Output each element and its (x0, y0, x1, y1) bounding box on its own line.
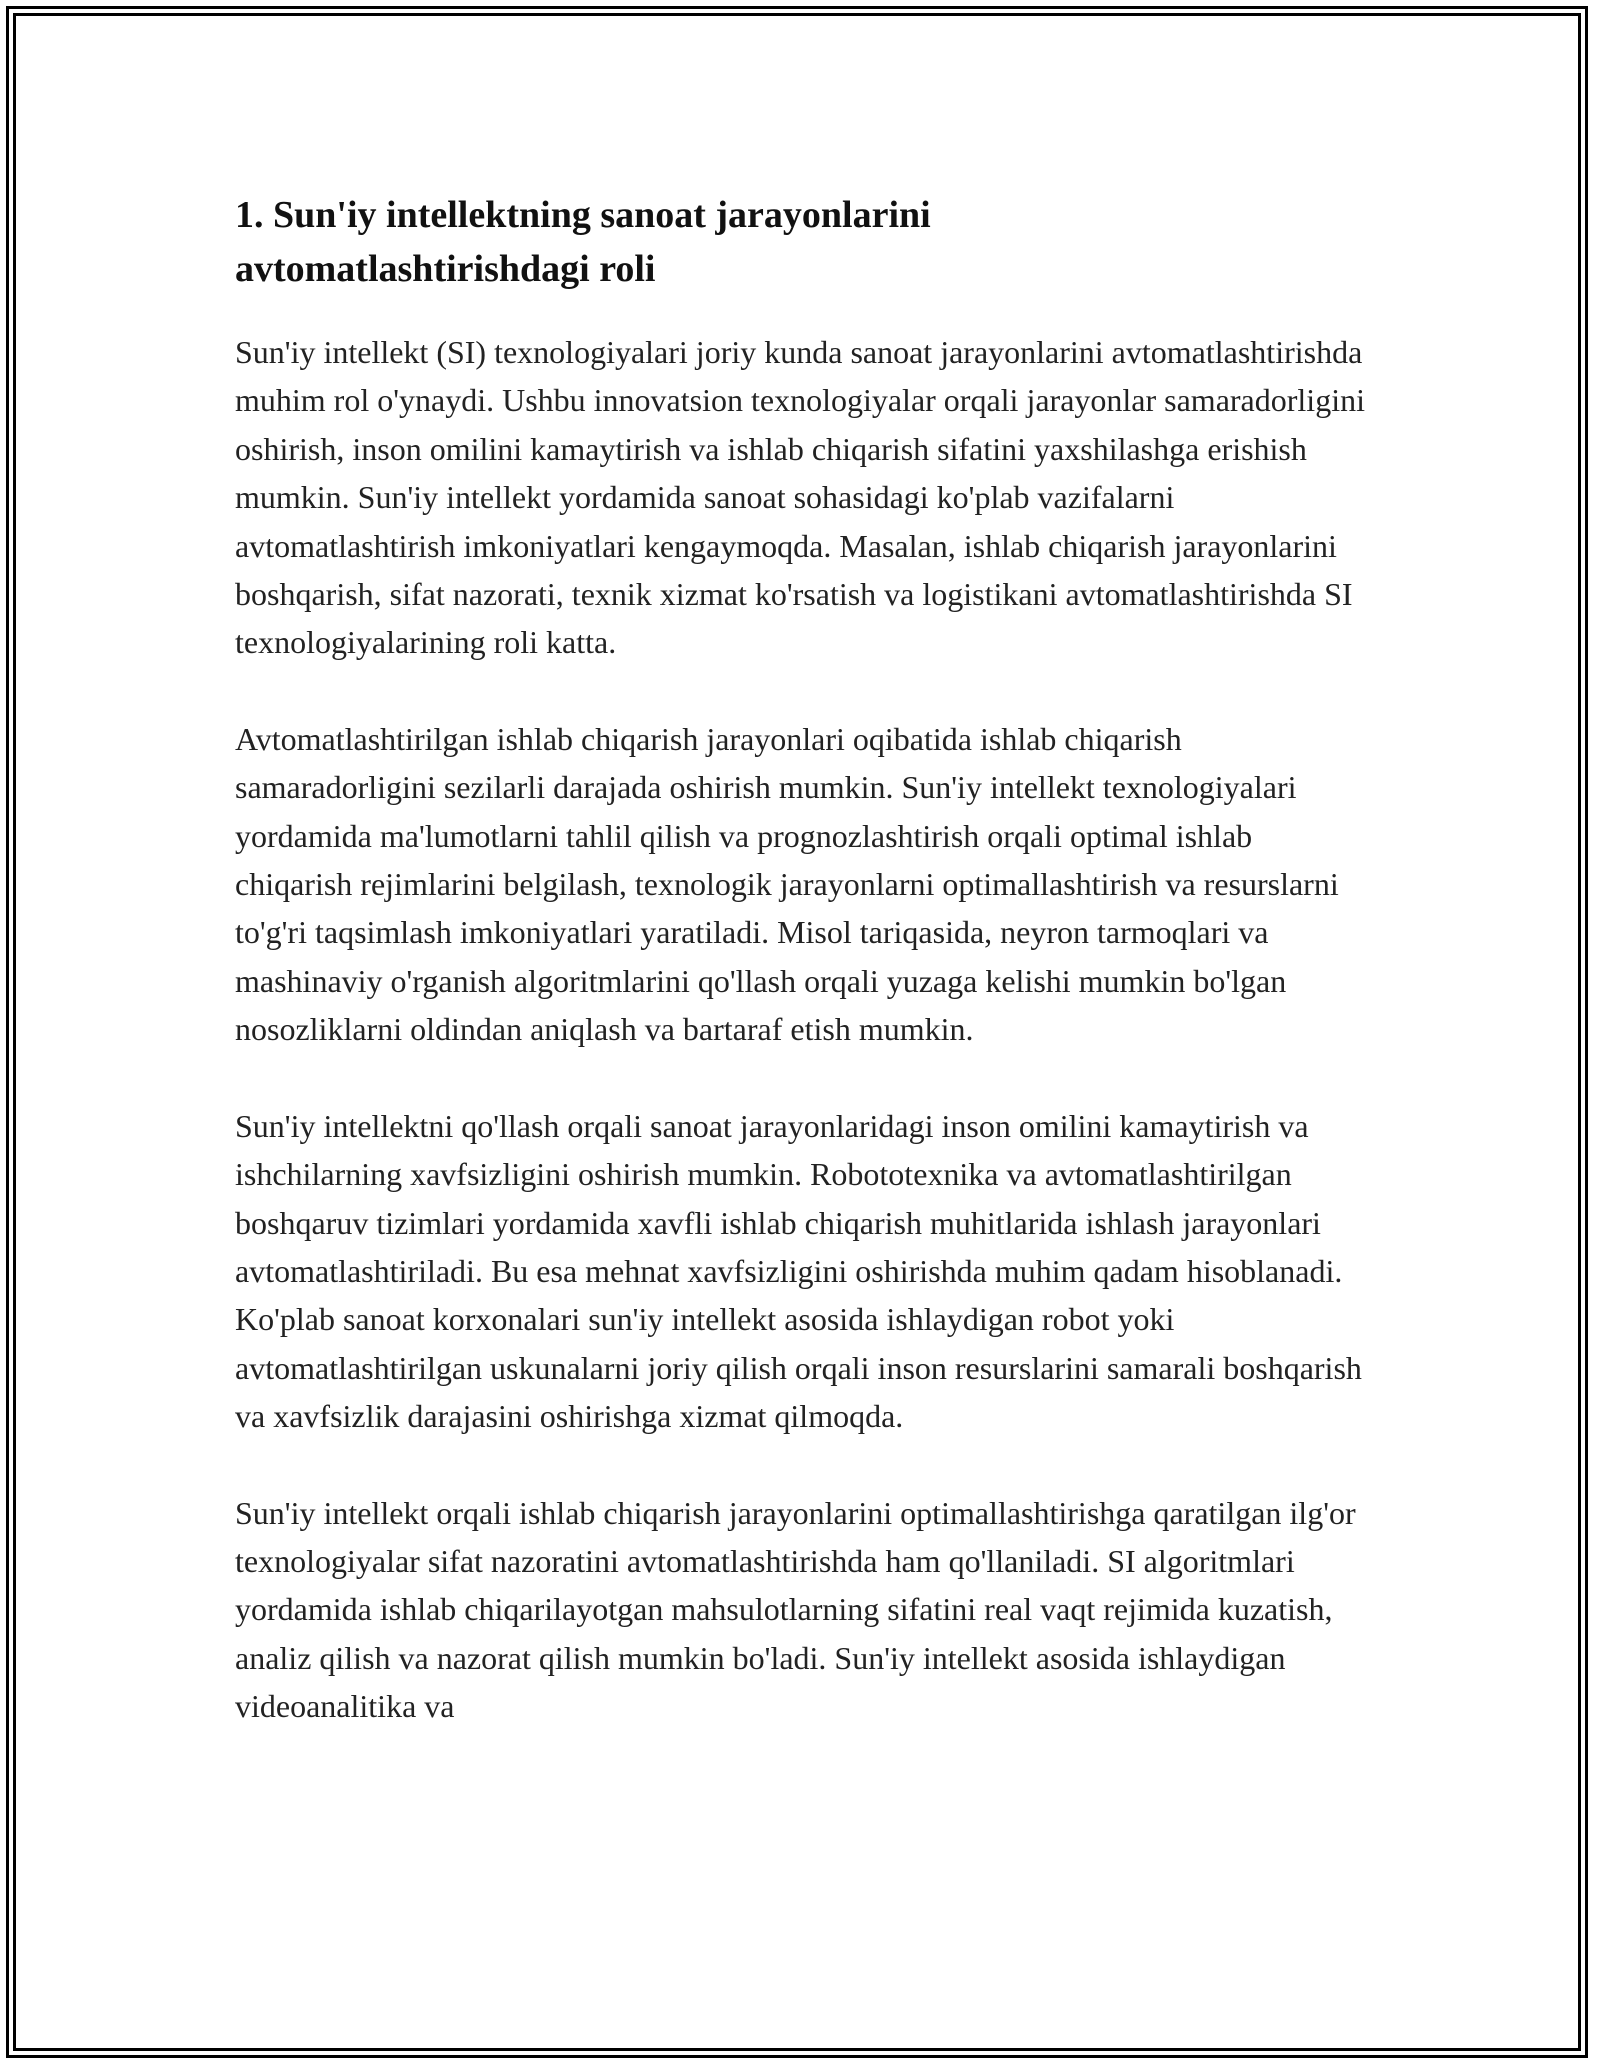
paragraph-2: Avtomatlashtirilgan ishlab chiqarish jarayonlari oqibatida ishlab chiqarish samaradorligini sezilarli darajada oshirish mumkin. Sun'iy intellekt texnologiyalari yordamida ma'lumotlarni tahlil qilish va prognozlashtirish orqali optimal ishlab chiqarish rejimlarini belgilash, texnologik jarayonlarni optimallashtirish va resurslarni to'g'ri taqsimlash imkoniyatlari yaratiladi. Misol tariqasida, neyron tarmoqlari va mashinaviy o'rganish algoritmlarini qo'llash orqali yuzaga kelishi mumkin bo'lgan nosozliklarni oldindan aniqlash va bartaraf etish mumkin. (235, 720, 1339, 1048)
paragraph-1: Sun'iy intellekt (SI) texnologiyalari joriy kunda sanoat jarayonlarini avtomatlashtirishda muhim rol o'ynaydi. Ushbu innovatsion texnologiyalar orqali jarayonlar samaradorligini oshirish, inson omilini kamaytirish va ishlab chiqarish sifatini yaxshilashga erishish mumkin. Sun'iy intellekt yordamida sanoat sohasidagi ko'plab vazifalarni avtomatlashtirish imkoniyatlari kengaymoqda. Masalan, ishlab chiqarish jarayonlarini boshqarish, sifat nazorati, texnik xizmat ko'rsatish va logistikani avtomatlashtirishda SI texnologiyalarining roli katta. (235, 334, 1365, 661)
section-heading: 1. Sun'iy intellektning sanoat jarayonlarini avtomatlashtirishdagi roli (235, 194, 931, 290)
document-body (235, 188, 1370, 1779)
paragraph-4: Sun'iy intellekt orqali ishlab chiqarish jarayonlarini optimallashtirishga qaratilgan ilg'or texnologiyalar sifat nazoratini avtomatlashtirishda ham qo'llaniladi. SI algoritmlari yordamida ishlab chiqarilayotgan mahsulotlarning sifatini real vaqt rejimida kuzatish, analiz qilish va nazorat qilish mumkin bo'ladi. Sun'iy intellekt asosida ishlaydigan videoanalitika va (235, 1494, 1356, 1725)
paragraph-3: Sun'iy intellektni qo'llash orqali sanoat jarayonlaridagi inson omilini kamaytirish va ishchilarning xavfsizligini oshirish mumkin. Robototexnika va avtomatlashtirilgan boshqaruv tizimlari yordamida xavfli ishlab chiqarish muhitlarida ishlash jarayonlari avtomatlashtiriladi. Bu esa mehnat xavfsizligini oshirishda muhim qadam hisoblanadi. Ko'plab sanoat korxonalari sun'iy intellekt asosida ishlaydigan robot yoki avtomatlashtirilgan uskunalarni joriy qilish orqali inson resurslarini samarali boshqarish va xavfsizlik darajasini oshirishga xizmat qilmoqda. (235, 1107, 1362, 1435)
